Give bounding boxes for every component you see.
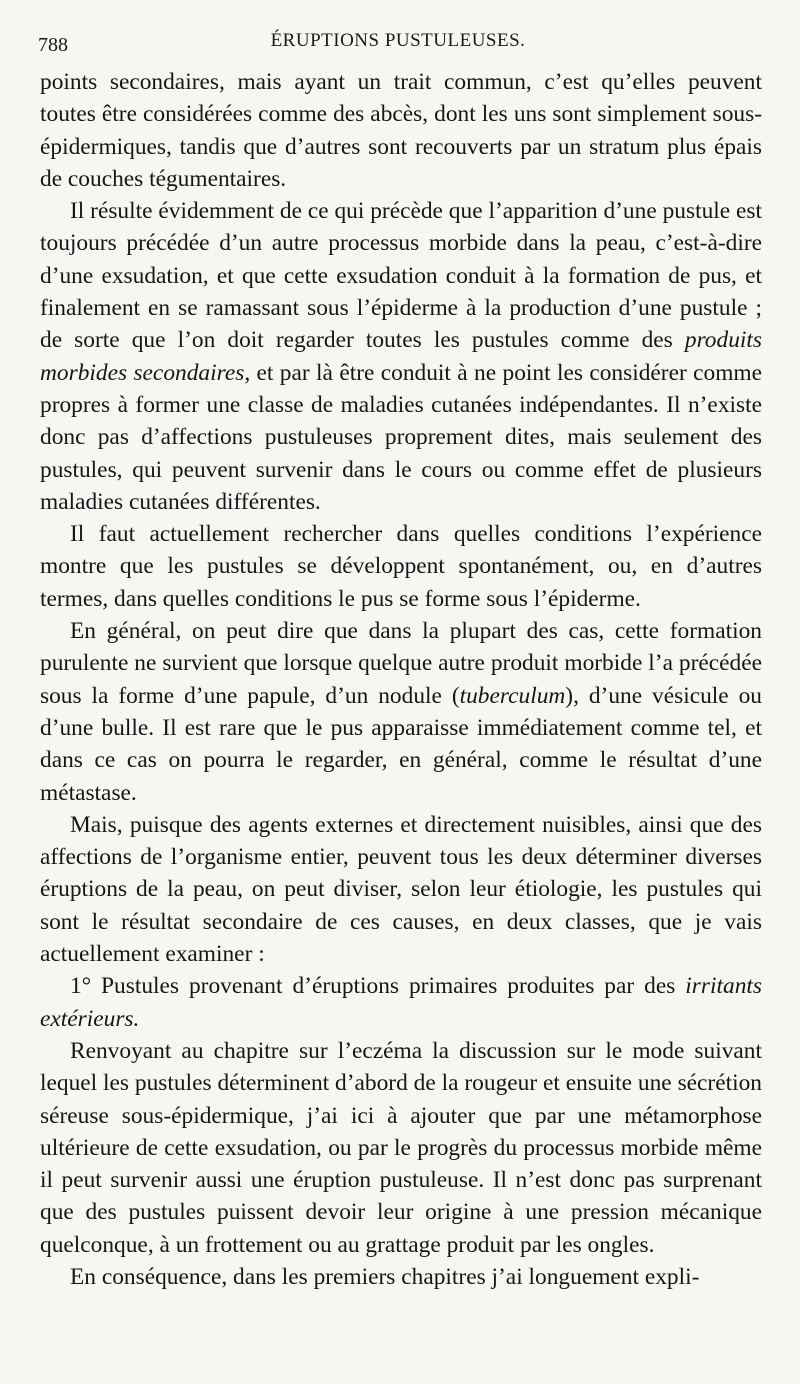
paragraph-2 [40, 195, 762, 518]
paragraph-1-text: points secondaires, mais ayant un trait commun, c’est qu’elles peuvent toutes être considérées comme des abcès, dont les uns sont simplement sous-épidermiques, tandis que d’autres sont recouverts par un stratum plus épais de couches tégumentaires. [40, 69, 762, 192]
paragraph-6-text: Renvoyant au chapitre sur l’eczéma la discussion sur le mode suivant lequel les pustules déterminent d’abord de la rougeur et ensuite une sécrétion séreuse sous-épidermique, j’ai ici à ajouter que par une métamorphose ultérieure de cette exsudation, ou par le progrès du processus morbide même il peut survenir aussi une éruption pustuleuse. Il n’est donc pas surprenant que des pustules puissent devoir leur origine à une pression mécanique quelconque, à un frottement ou au grattage produit par les ongles. [40, 1037, 762, 1258]
paragraph-7-text: En conséquence, dans les premiers chapitres j’ai longuement expli- [70, 1263, 700, 1290]
paragraph-2-italic: produits morbides secondaires [40, 327, 762, 386]
list-item-1-italic: irritants extérieurs. [40, 973, 762, 1032]
paragraph-4 [40, 615, 762, 809]
paragraph-3-text: Il faut actuellement rechercher dans quelles conditions l’expérience montre que les pustules se développent spontanément, ou, en d’autres termes, dans quelles conditions le pus se forme sous l’épiderme. [40, 521, 762, 612]
paragraph-6 [40, 1035, 762, 1261]
list-item-1 [40, 970, 762, 1035]
paragraph-4-text-after: ), d’une vésicule ou d’une bulle. Il est rare que le pus apparaisse immédiatement comme tel, et dans ce cas on pourra le regarder, en général, comme le résultat d’une métastase. [40, 682, 762, 806]
paragraph-2-text-before: Il résulte évidemment de ce qui précède que l’apparition d’une pustule est toujours précédée d’un autre processus morbide dans la peau, c’est-à-dire d’une exsudation, et que cette exsudation conduit à la formation de pus, et finalement en se ramassant sous l’épiderme à la production d’une pustule ; de sorte que l’on doit regarder toutes les pustules comme des [40, 198, 762, 354]
page-header [38, 30, 758, 60]
paragraph-2-text-after: , et par là être conduit à ne point les considérer comme propres à former une classe de maladies cutanées indépendantes. Il n’existe donc pas d’affections pustuleuses proprement dites, mais seulement des pustules, qui peuvent survenir dans le cours ou comme effet de plusieurs maladies cutanées différentes. [40, 359, 762, 515]
list-item-1-text-before: 1° Pustules provenant d’éruptions primaires produites par des [70, 973, 686, 1000]
paragraph-5 [40, 809, 762, 970]
paragraph-1 [40, 66, 762, 195]
running-title: ÉRUPTIONS PUSTULEUSES. [270, 30, 526, 51]
paragraph-5-text: Mais, puisque des agents externes et directement nuisibles, ainsi que des affections de l’organisme entier, peuvent tous les deux déterminer diverses éruptions de la peau, on peut diviser, selon leur étiologie, les pustules qui sont le résultat secondaire de ces causes, en deux classes, que je vais actuellement examiner : [40, 811, 762, 968]
paragraph-7 [40, 1261, 762, 1293]
page-number: 788 [38, 34, 68, 56]
paragraph-4-italic: tuberculum [459, 682, 566, 709]
page-body [40, 66, 762, 1293]
paragraph-3 [40, 518, 762, 615]
paragraph-4-text-before: En général, on peut dire que dans la plupart des cas, cette formation purulente ne survient que lorsque quelque autre produit morbide l’a précédée sous la forme d’une papule, d’un nodule ( [40, 618, 762, 709]
